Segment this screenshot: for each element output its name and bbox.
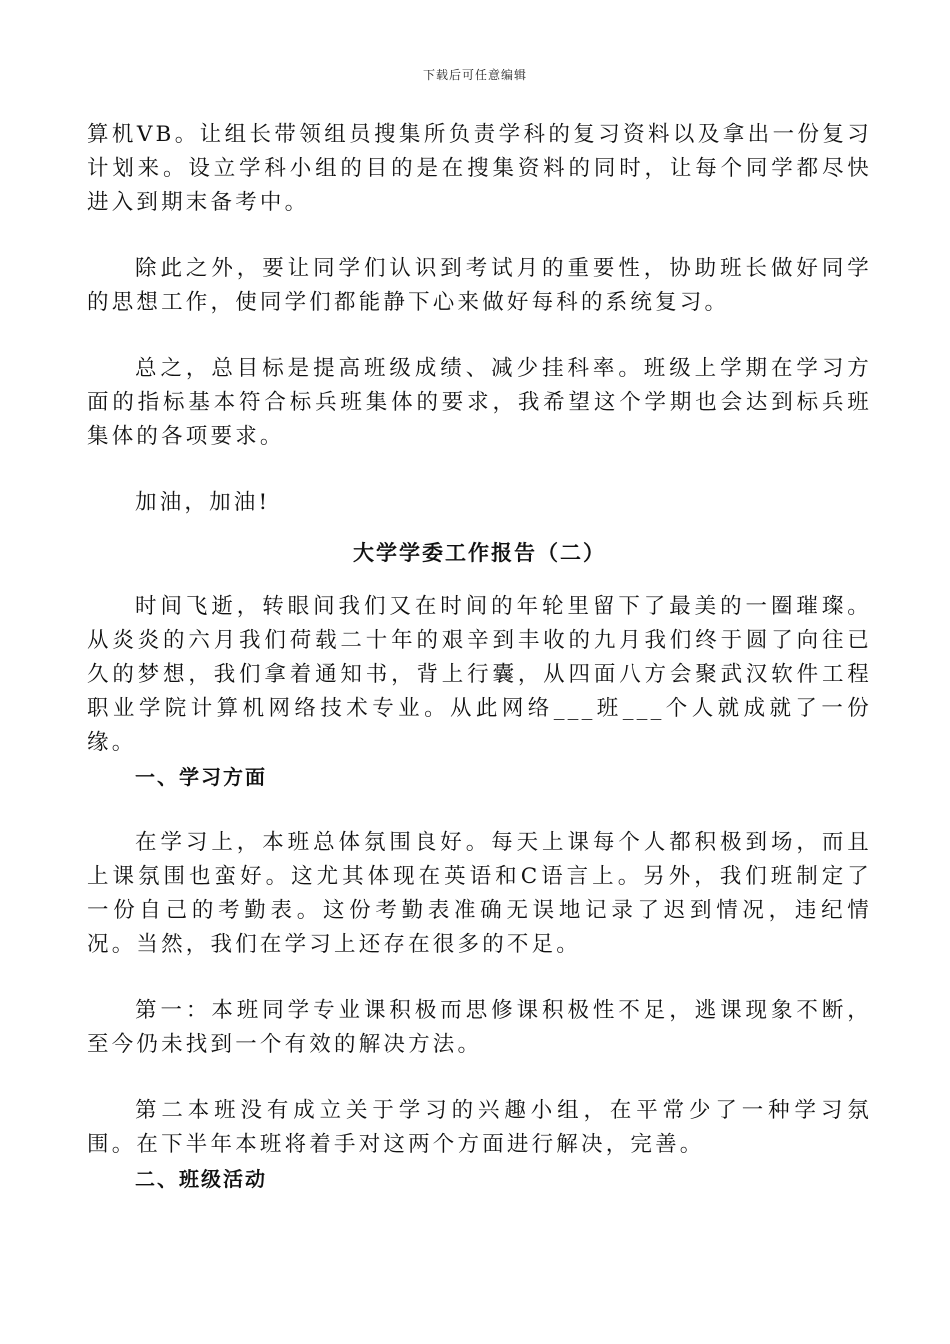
paragraph-5: 时间飞逝，转眼间我们又在时间的年轮里留下了最美的一圈璀璨。从炎炎的六月我们荷载二十年的艰辛到丰收的九月我们终于圆了向往已久的梦想，我们拿着通知书，背上行囊，从四面八方会聚武汉软件工程职业学院计算机网络技术专业。从此网络___班___个人就成就了一份缘。 xyxy=(87,594,872,755)
document-body xyxy=(87,118,872,1196)
paragraph-1: 算机VB。让组长带领组员搜集所负责学科的复习资料以及拿出一份复习计划来。设立学科小组的目的是在搜集资料的同时，让每个同学都尽快进入到期末备考中。 xyxy=(87,122,872,215)
paragraph-2: 除此之外，要让同学们认识到考试月的重要性，协助班长做好同学的思想工作，使同学们都能静下心来做好每科的系统复习。 xyxy=(87,256,872,315)
paragraph-4: 加油，加油! xyxy=(135,490,271,515)
paragraph-6: 在学习上，本班总体氛围良好。每天上课每个人都积极到场，而且上课氛围也蛮好。这尤其体现在英语和C语言上。另外，我们班制定了一份自己的考勤表。这份考勤表准确无误地记录了迟到情况，违纪情况。当然，我们在学习上还存在很多的不足。 xyxy=(87,830,872,957)
paragraph-7: 第一：本班同学专业课积极而思修课积极性不足，逃课现象不断，至今仍未找到一个有效的解决方法。 xyxy=(87,998,872,1057)
paragraph-8: 第二本班没有成立关于学习的兴趣小组，在平常少了一种学习氛围。在下半年本班将着手对这两个方面进行解决，完善。 xyxy=(87,1098,872,1157)
paragraph-3: 总之，总目标是提高班级成绩、减少挂科率。班级上学期在学习方面的指标基本符合标兵班集体的要求，我希望这个学期也会达到标兵班集体的各项要求。 xyxy=(87,356,872,449)
heading-study: 一、学习方面 xyxy=(135,765,267,789)
page-header: 下载后可任意编辑 xyxy=(422,68,527,82)
section-title: 大学学委工作报告（二） xyxy=(353,541,606,565)
heading-activities: 二、班级活动 xyxy=(135,1167,267,1191)
